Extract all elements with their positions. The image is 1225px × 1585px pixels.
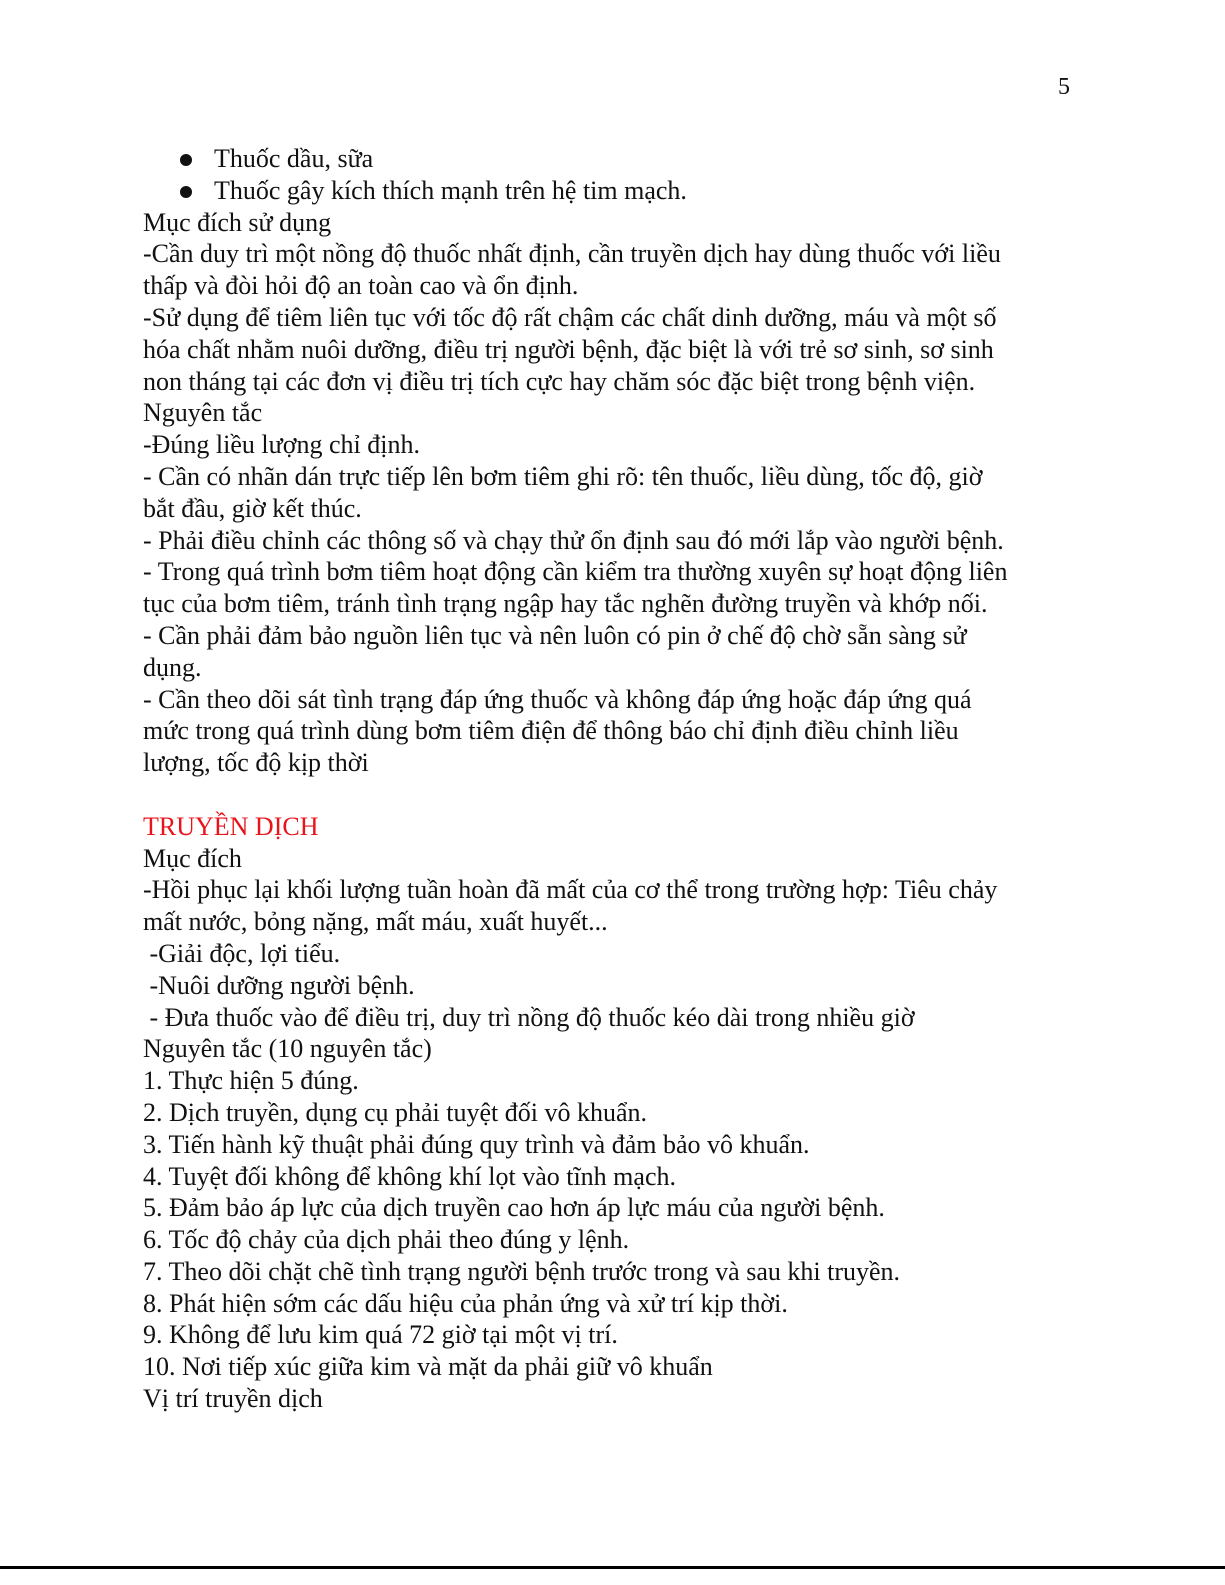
numbered-principle: 5. Đảm bảo áp lực của dịch truyền cao hơn áp lực máu của người bệnh. bbox=[143, 1193, 885, 1223]
bullet-text: Thuốc gây kích thích mạnh trên hệ tim mạch. bbox=[214, 175, 687, 205]
principles-heading: Nguyên tắc bbox=[143, 398, 263, 428]
numbered-principle: 2. Dịch truyền, dụng cụ phải tuyệt đối vô khuẩn. bbox=[143, 1097, 648, 1127]
numbered-principle: 10. Nơi tiếp xúc giữa kim và mặt da phải giữ vô khuẩn bbox=[143, 1352, 713, 1382]
paragraph-line: - Phải điều chỉnh các thông số và chạy thử ổn định sau đó mới lắp vào người bệnh. bbox=[143, 525, 1004, 555]
paragraph-line: mất nước, bỏng nặng, mất máu, xuất huyết... bbox=[143, 907, 608, 937]
paragraph-line: -Cần duy trì một nồng độ thuốc nhất định, cần truyền dịch hay dùng thuốc với liều bbox=[143, 239, 1001, 269]
paragraph-line: hóa chất nhằm nuôi dưỡng, điều trị người bệnh, đặc biệt là với trẻ sơ sinh, sơ sinh bbox=[143, 334, 994, 364]
paragraph-line: - Cần có nhãn dán trực tiếp lên bơm tiêm ghi rõ: tên thuốc, liều dùng, tốc độ, giờ bbox=[143, 461, 983, 491]
infusion-purpose-heading: Mục đích bbox=[143, 843, 242, 873]
numbered-principle: 1. Thực hiện 5 đúng. bbox=[143, 1066, 359, 1096]
bullet-item bbox=[143, 143, 1083, 175]
infusion-section-title: TRUYỀN DỊCH bbox=[143, 811, 319, 841]
paragraph-line: - Cần phải đảm bảo nguồn liên tục và nên luôn có pin ở chế độ chờ sẵn sàng sử bbox=[143, 620, 967, 650]
infusion-position-heading: Vị trí truyền dịch bbox=[143, 1384, 323, 1414]
paragraph-line: bắt đầu, giờ kết thúc. bbox=[143, 493, 362, 523]
bullet-text: Thuốc dầu, sữa bbox=[214, 144, 374, 173]
numbered-principle: 6. Tốc độ chảy của dịch phải theo đúng y lệnh. bbox=[143, 1225, 630, 1255]
paragraph-line: dụng. bbox=[143, 652, 202, 682]
paragraph-line: non tháng tại các đơn vị điều trị tích cực hay chăm sóc đặc biệt trong bệnh viện. bbox=[143, 366, 976, 396]
paragraph-line: - Cần theo dõi sát tình trạng đáp ứng thuốc và không đáp ứng hoặc đáp ứng quá bbox=[143, 684, 972, 714]
paragraph-line: thấp và đòi hỏi độ an toàn cao và ổn định. bbox=[143, 271, 579, 301]
paragraph-line: - Đưa thuốc vào để điều trị, duy trì nồng độ thuốc kéo dài trong nhiều giờ bbox=[143, 1002, 915, 1032]
numbered-principle: 4. Tuyệt đối không để không khí lọt vào tĩnh mạch. bbox=[143, 1161, 676, 1191]
paragraph-line: lượng, tốc độ kịp thời bbox=[143, 748, 369, 778]
bullet-dot-icon bbox=[180, 186, 192, 198]
numbered-principle: 3. Tiến hành kỹ thuật phải đúng quy trình và đảm bảo vô khuẩn. bbox=[143, 1129, 810, 1159]
paragraph-line: -Nuôi dưỡng người bệnh. bbox=[143, 970, 415, 1000]
page-number: 5 bbox=[1058, 74, 1070, 100]
paragraph-line: -Hồi phục lại khối lượng tuần hoàn đã mất của cơ thể trong trường hợp: Tiêu chảy bbox=[143, 875, 998, 905]
infusion-principles-heading: Nguyên tắc (10 nguyên tắc) bbox=[143, 1034, 432, 1064]
page-bottom-rule bbox=[0, 1566, 1225, 1569]
paragraph-line: -Giải độc, lợi tiểu. bbox=[143, 938, 341, 968]
bullet-dot-icon bbox=[180, 154, 192, 166]
paragraph-line: - Trong quá trình bơm tiêm hoạt động cần kiểm tra thường xuyên sự hoạt động liên bbox=[143, 557, 1008, 587]
section-spacer bbox=[143, 779, 1083, 811]
paragraph-line: -Sử dụng để tiêm liên tục với tốc độ rất chậm các chất dinh dưỡng, máu và một số bbox=[143, 302, 997, 332]
page-content bbox=[143, 143, 1083, 1415]
paragraph-line: -Đúng liều lượng chỉ định. bbox=[143, 430, 420, 460]
bullet-item bbox=[143, 175, 1083, 207]
paragraph-line: mức trong quá trình dùng bơm tiêm điện để thông báo chỉ định điều chỉnh liều bbox=[143, 716, 959, 746]
drug-type-bullet-list bbox=[143, 143, 1083, 207]
purpose-heading: Mục đích sử dụng bbox=[143, 207, 332, 237]
numbered-principle: 8. Phát hiện sớm các dấu hiệu của phản ứng và xử trí kịp thời. bbox=[143, 1288, 788, 1318]
numbered-principle: 9. Không để lưu kim quá 72 giờ tại một vị trí. bbox=[143, 1320, 618, 1350]
numbered-principle: 7. Theo dõi chặt chẽ tình trạng người bệnh trước trong và sau khi truyền. bbox=[143, 1256, 901, 1286]
paragraph-line: tục của bơm tiêm, tránh tình trạng ngập hay tắc nghẽn đường truyền và khớp nối. bbox=[143, 589, 988, 619]
